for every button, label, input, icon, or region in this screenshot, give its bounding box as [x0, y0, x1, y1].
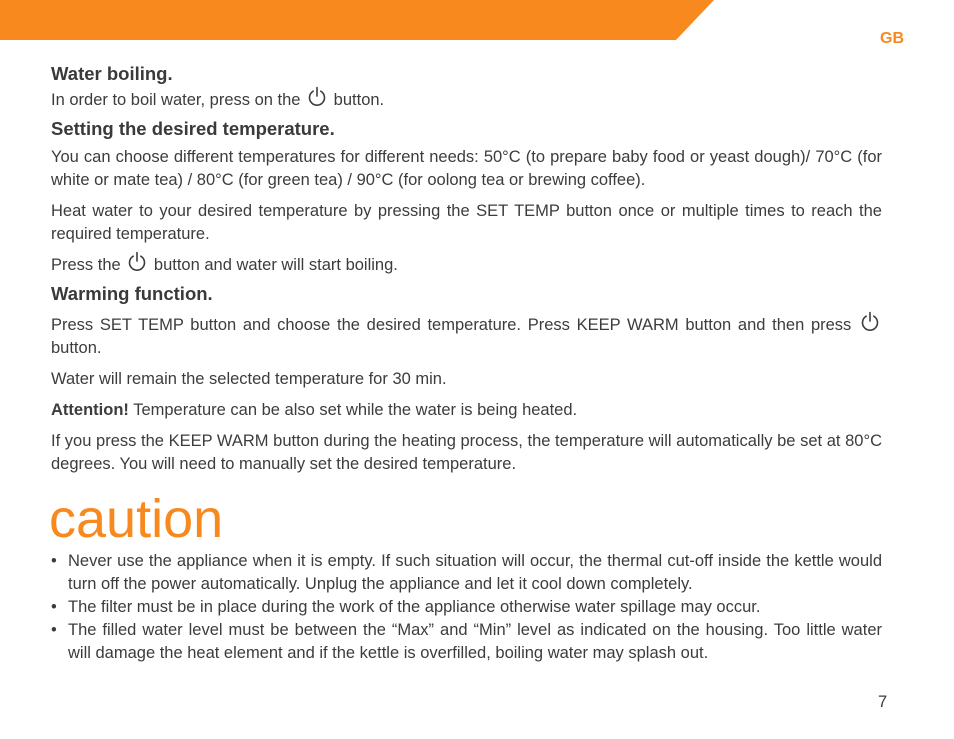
- power-icon: [307, 86, 327, 108]
- attention-label: Attention!: [51, 401, 129, 419]
- power-icon: [860, 311, 880, 333]
- caution-title: caution: [49, 489, 224, 549]
- warming-instruction: Press SET TEMP button and choose the desired temperature. Press KEEP WARM button and then press button.: [51, 311, 882, 360]
- bullet: •: [51, 598, 57, 616]
- page-number: 7: [878, 693, 888, 711]
- heading-setting-temperature: Setting the desired temperature.: [51, 118, 335, 139]
- attention-note: Attention! Temperature can be also set while the water is being heated.: [51, 401, 578, 419]
- set-temp-press-power: Press the button and water will start boiling.: [51, 251, 882, 277]
- warming-duration: Water will remain the selected temperature for 30 min.: [51, 370, 447, 388]
- header-orange-bar: [0, 0, 714, 40]
- heading-warming-function: Warming function.: [51, 283, 213, 304]
- list-item: • The filter must be in place during the work of the appliance otherwise water spillage may occur.: [51, 596, 882, 619]
- water-boiling-instruction: In order to boil water, press on the button.: [51, 86, 882, 112]
- heading-water-boiling: Water boiling.: [51, 63, 173, 84]
- keep-warm-note: If you press the KEEP WARM button during the heating process, the temperature will automatically be set at 80°C degrees. You will need to manually set the desired temperature.: [51, 432, 882, 473]
- bullet: •: [51, 621, 57, 639]
- manual-content: [51, 62, 882, 665]
- set-temp-options: You can choose different temperatures for different needs: 50°C (to prepare baby food or yeast dough)/ 70°C (for white or mate tea) / 80°C (for green tea) / 90°C (for oolong tea or brewing coffee).: [51, 148, 882, 189]
- language-code: GB: [880, 30, 904, 47]
- list-item: • The filled water level must be between the “Max” and “Min” level as indicated on the housing. Too little water will damage the heat element and if the kettle is overfilled, boiling water may splash out.: [51, 621, 882, 662]
- set-temp-instruction: Heat water to your desired temperature by pressing the SET TEMP button once or multiple times to reach the required temperature.: [51, 202, 882, 243]
- bullet: •: [51, 552, 57, 570]
- power-icon: [127, 251, 147, 273]
- caution-list: [51, 550, 882, 665]
- list-item: • Never use the appliance when it is empty. If such situation will occur, the thermal cut-off inside the kettle would turn off the power automatically. Unplug the appliance and let it cool down completely.: [51, 552, 882, 593]
